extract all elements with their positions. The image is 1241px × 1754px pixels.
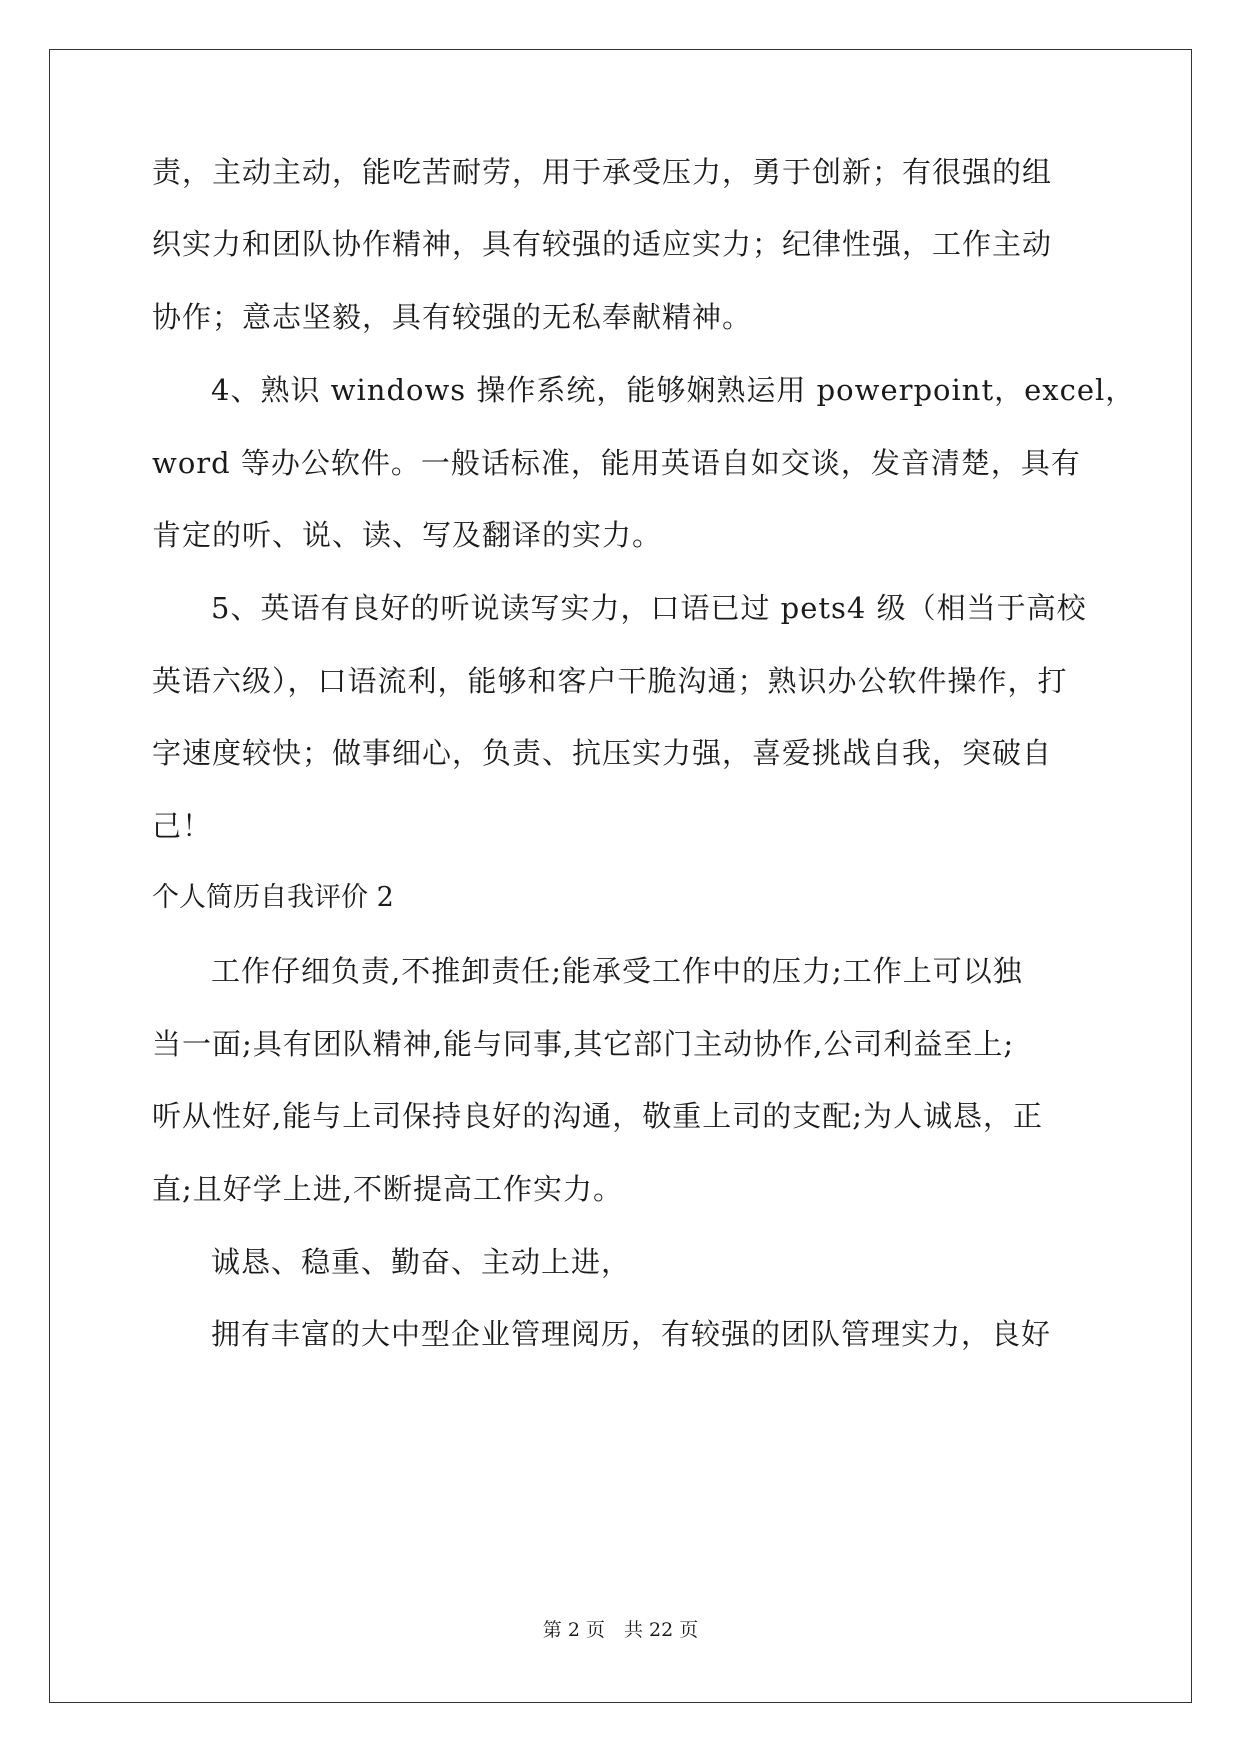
paragraph-line: 己！ [152,809,213,843]
paragraph-line: 织实力和团队协作精神，具有较强的适应实力；纪律性强，工作主动 [152,227,1053,261]
paragraph-line: 直;且好学上进,不断提高工作实力。 [152,1172,623,1206]
paragraph-line: 5、英语有良好的听说读写实力，口语已过 pets4 级（相当于高校 [211,591,1087,625]
paragraph-line: 当一面;具有团队精神,能与同事,其它部门主动协作,公司利益至上; [152,1027,1015,1061]
paragraph-line: 字速度较快；做事细心，负责、抗压实力强，喜爱挑战自我，突破自 [152,736,1053,770]
paragraph-line: 肯定的听、说、读、写及翻译的实力。 [152,518,663,552]
paragraph-line: 工作仔细负责,不推卸责任;能承受工作中的压力;工作上可以独 [211,954,1023,988]
paragraph-line: 协作；意志坚毅，具有较强的无私奉献精神。 [152,300,753,334]
page-number: 第 2 页 共 22 页 [542,1619,699,1641]
paragraph-line: 听从性好,能与上司保持良好的沟通，敬重上司的支配;为人诚恳，正 [152,1099,1043,1133]
paragraph-line: 拥有丰富的大中型企业管理阅历，有较强的团队管理实力，良好 [211,1317,1052,1351]
paragraph-line: 英语六级），口语流利，能够和客户干脆沟通；熟识办公软件操作，打 [152,664,1068,698]
paragraph-line: 4、熟识 windows 操作系统，能够娴熟运用 powerpoint，excel， [211,373,1136,407]
paragraph-line: word 等办公软件。一般话标准，能用英语自如交谈，发音清楚，具有 [152,446,1081,480]
paragraph-line: 诚恳、稳重、勤奋、主动上进， [211,1245,632,1279]
section-heading: 个人简历自我评价 2 [152,882,394,913]
paragraph-line: 责，主动主动，能吃苦耐劳，用于承受压力，勇于创新；有很强的组 [152,155,1053,189]
